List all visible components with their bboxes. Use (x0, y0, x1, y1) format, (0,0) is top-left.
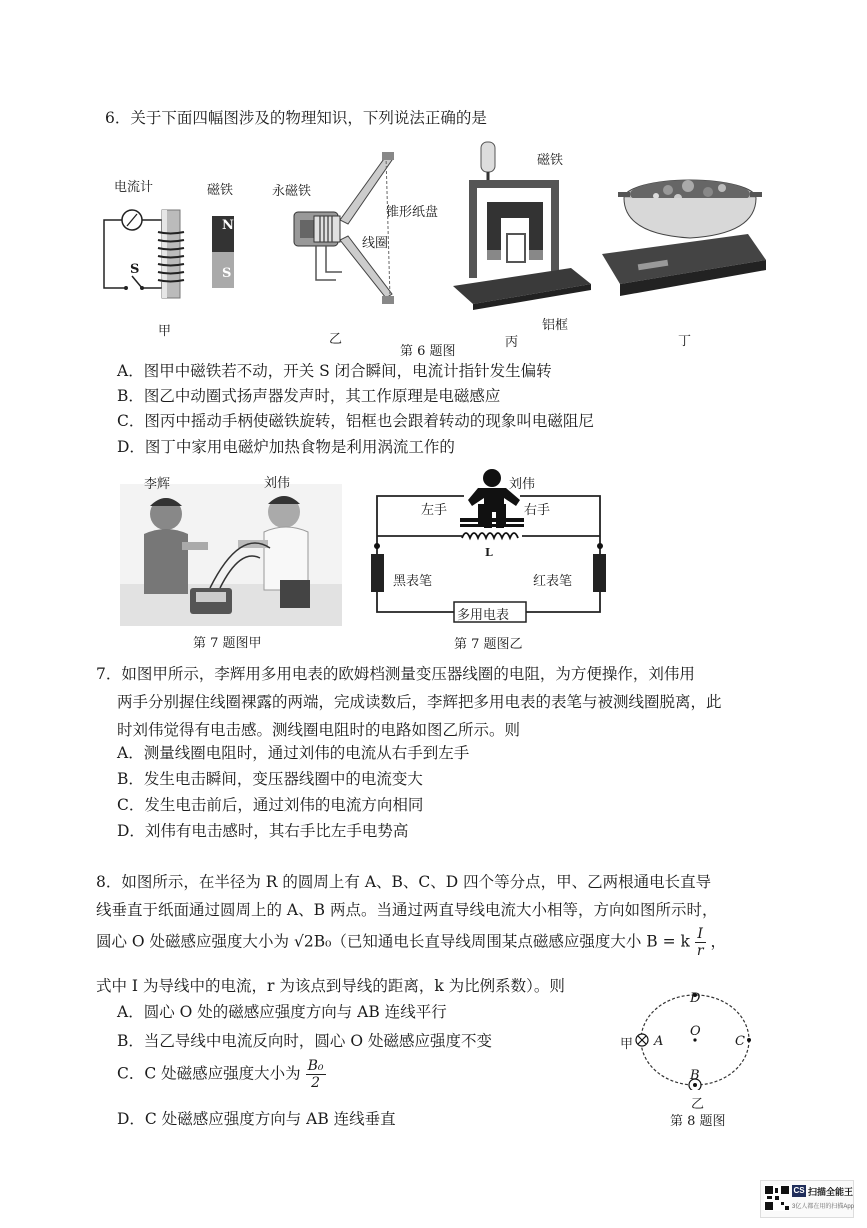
q8-stem-line2: 线垂直于纸面通过圆周上的 A、B 两点。当通过两直导线电流大小相等，方向如图所示时， (96, 901, 718, 919)
label-liuwei-b: 刘伟 (509, 477, 536, 492)
caption-fig7-yi: 第 7 题图乙 (454, 637, 523, 652)
q8-line3-tail: ， (710, 932, 726, 951)
label-jia: 甲 (158, 324, 172, 339)
q7-option-d[interactable]: D．刘伟有电击感时，其右手比左手电势高 (117, 822, 409, 840)
label-ding: 丁 (678, 334, 692, 349)
frac-numerator: I (695, 926, 706, 943)
label-galvanometer: 电流计 (114, 180, 154, 195)
q6-option-d[interactable]: D．图丁中家用电磁炉加热食物是利用涡流工作的 (117, 438, 455, 456)
caption-fig6: 第 6 题图 (400, 344, 456, 359)
fig8-label-d: D (690, 991, 701, 1006)
q6-stem: 6．关于下面四幅图涉及的物理知识，下列说法正确的是 (105, 109, 487, 127)
label-permanent-magnet: 永磁铁 (272, 184, 312, 199)
q8-fraction-i-over-r (695, 926, 706, 959)
label-coil: 线圈 (362, 236, 389, 251)
label-multimeter: 多用电表 (457, 608, 510, 623)
label-lihui: 李辉 (144, 477, 171, 492)
label-aluminium-frame: 铝框 (542, 318, 569, 333)
q6-option-c[interactable]: C．图丙中摇动手柄使磁铁旋转，铝框也会跟着转动的现象叫电磁阻尼 (117, 412, 594, 430)
fig7-jia-illustration (120, 484, 342, 626)
fig6-jia-circuit (96, 190, 246, 300)
caption-fig8: 第 8 题图 (670, 1114, 726, 1129)
fig6-ding-induction-cooker (598, 162, 768, 300)
label-south-pole: S (222, 266, 232, 281)
fig6-yi-speaker (286, 150, 398, 310)
fig8-label-yi: 乙 (691, 1097, 705, 1112)
fig6-bing-rotating-magnet (447, 138, 597, 316)
fig8-label-b: B (690, 1068, 700, 1083)
scanner-watermark (760, 1180, 854, 1218)
qr-code-icon (764, 1185, 790, 1211)
q7-option-c[interactable]: C．发生电击前后，通过刘伟的电流方向相同 (117, 796, 424, 814)
q8-option-c[interactable] (117, 1058, 326, 1091)
label-bing: 丙 (505, 335, 519, 350)
q6-option-a[interactable]: A．图甲中磁铁若不动，开关 S 闭合瞬间，电流计指针发生偏转 (117, 362, 552, 380)
q8-fraction-b0-over-2 (306, 1058, 326, 1091)
q7-stem-line3: 时刘伟觉得有电击感。测线圈电阻时的电路如图乙所示。则 (117, 721, 521, 739)
q8-option-b[interactable]: B．当乙导线中电流反向时，圆心 O 处磁感应强度不变 (117, 1032, 492, 1050)
label-north-pole: N (222, 218, 234, 233)
label-black-probe: 黑表笔 (393, 574, 433, 589)
q8-option-c-text: C．C 处磁感应强度大小为 (117, 1064, 301, 1083)
label-liuwei-a: 刘伟 (264, 476, 291, 491)
q8-stem-line3 (96, 926, 726, 959)
q7-option-a[interactable]: A．测量线圈电阻时，通过刘伟的电流从右手到左手 (117, 744, 470, 762)
fig8-label-a: A (654, 1034, 664, 1049)
label-switch: S (130, 262, 140, 277)
label-magnet-bing: 磁铁 (537, 153, 564, 168)
label-yi: 乙 (329, 332, 343, 347)
fig8-label-c: C (735, 1034, 745, 1049)
q7-option-b[interactable]: B．发生电击瞬间，变压器线圈中的电流变大 (117, 770, 423, 788)
q8-stem-line4: 式中 I 为导线中的电流，r 为该点到导线的距离，k 为比例系数）。则 (96, 977, 565, 995)
label-cone-paper: 锥形纸盘 (386, 205, 439, 220)
fig8-label-o: O (690, 1024, 701, 1039)
cs-logo-icon: CS (793, 1186, 805, 1195)
caption-fig7-jia: 第 7 题图甲 (193, 636, 262, 651)
watermark-subtitle: 3亿人都在用的扫描App (792, 1204, 855, 1210)
label-left-hand: 左手 (421, 503, 448, 518)
frac-denominator: r (696, 943, 704, 959)
label-coil-l: L (485, 546, 493, 559)
frac-b0: B₀ (307, 1058, 324, 1074)
q6-option-b[interactable]: B．图乙中动圈式扬声器发声时，其工作原理是电磁感应 (117, 387, 501, 405)
label-right-hand: 右手 (524, 503, 551, 518)
frac-two: 2 (311, 1075, 320, 1091)
q7-stem-line2: 两手分别握住线圈裸露的两端，完成读数后，李辉把多用电表的表笔与被测线圈脱离，此 (117, 693, 722, 711)
q7-stem-line1: 7．如图甲所示，李辉用多用电表的欧姆档测量变压器线圈的电阻，为方便操作，刘伟用 (96, 665, 695, 683)
q8-option-a[interactable]: A．圆心 O 处的磁感应强度方向与 AB 连线平行 (117, 1003, 447, 1021)
q8-option-d[interactable]: D．C 处磁感应强度方向与 AB 连线垂直 (117, 1110, 396, 1128)
q8-stem-line1: 8．如图所示，在半径为 R 的圆周上有 A、B、C、D 四个等分点，甲、乙两根通电长直导 (96, 873, 712, 891)
label-magnet: 磁铁 (207, 183, 234, 198)
fig8-label-jia: 甲 (620, 1037, 634, 1052)
label-red-probe: 红表笔 (533, 574, 573, 589)
q8-line3-text: 圆心 O 处磁感应强度大小为 √2B₀（已知通电长直导线周围某点磁感应强度大小 B = k (96, 932, 690, 951)
watermark-title: 扫描全能王 (808, 1187, 854, 1197)
